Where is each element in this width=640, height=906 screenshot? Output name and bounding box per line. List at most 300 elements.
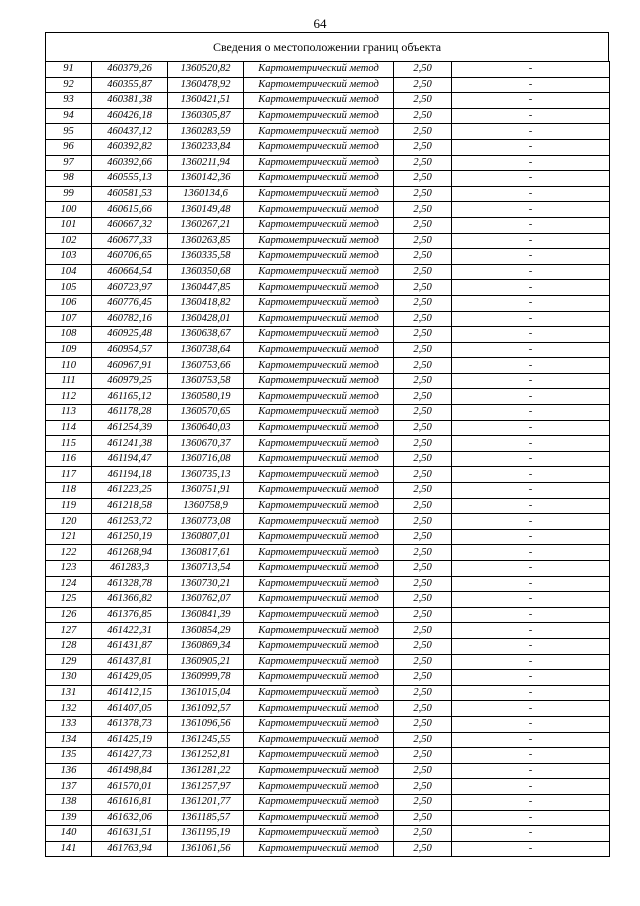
cell-description: - [452, 108, 610, 124]
cell-accuracy: 2,50 [394, 405, 452, 421]
cell-y-coordinate: 1360762,07 [168, 592, 244, 608]
cell-description: - [452, 420, 610, 436]
cell-x-coordinate: 461178,28 [92, 405, 168, 421]
cell-method: Картометрический метод [244, 77, 394, 93]
cell-x-coordinate: 460782,16 [92, 311, 168, 327]
cell-x-coordinate: 461254,39 [92, 420, 168, 436]
cell-accuracy: 2,50 [394, 763, 452, 779]
cell-y-coordinate: 1361015,04 [168, 685, 244, 701]
cell-y-coordinate: 1360817,61 [168, 545, 244, 561]
cell-description: - [452, 623, 610, 639]
cell-method: Картометрический метод [244, 607, 394, 623]
cell-accuracy: 2,50 [394, 794, 452, 810]
cell-y-coordinate: 1360211,94 [168, 155, 244, 171]
cell-description: - [452, 716, 610, 732]
cell-point-number: 140 [46, 826, 92, 842]
cell-accuracy: 2,50 [394, 561, 452, 577]
cell-description: - [452, 607, 610, 623]
cell-method: Картометрический метод [244, 794, 394, 810]
cell-method: Картометрический метод [244, 295, 394, 311]
cell-accuracy: 2,50 [394, 607, 452, 623]
cell-y-coordinate: 1361245,55 [168, 732, 244, 748]
cell-x-coordinate: 461427,73 [92, 748, 168, 764]
cell-accuracy: 2,50 [394, 311, 452, 327]
cell-point-number: 93 [46, 93, 92, 109]
cell-point-number: 97 [46, 155, 92, 171]
cell-point-number: 111 [46, 373, 92, 389]
cell-point-number: 138 [46, 794, 92, 810]
cell-point-number: 98 [46, 171, 92, 187]
cell-point-number: 137 [46, 779, 92, 795]
cell-point-number: 113 [46, 405, 92, 421]
table-row [46, 498, 610, 514]
cell-description: - [452, 155, 610, 171]
cell-method: Картометрический метод [244, 389, 394, 405]
cell-x-coordinate: 461366,82 [92, 592, 168, 608]
cell-accuracy: 2,50 [394, 483, 452, 499]
cell-accuracy: 2,50 [394, 467, 452, 483]
cell-x-coordinate: 461412,15 [92, 685, 168, 701]
cell-y-coordinate: 1361092,57 [168, 701, 244, 717]
cell-y-coordinate: 1360134,6 [168, 186, 244, 202]
page-number: 64 [313, 16, 327, 31]
cell-description: - [452, 342, 610, 358]
cell-point-number: 116 [46, 451, 92, 467]
cell-x-coordinate: 461165,12 [92, 389, 168, 405]
table-row [46, 155, 610, 171]
cell-method: Картометрический метод [244, 436, 394, 452]
cell-accuracy: 2,50 [394, 233, 452, 249]
cell-method: Картометрический метод [244, 701, 394, 717]
cell-description: - [452, 202, 610, 218]
cell-y-coordinate: 1360670,37 [168, 436, 244, 452]
cell-accuracy: 2,50 [394, 716, 452, 732]
cell-x-coordinate: 461425,19 [92, 732, 168, 748]
cell-method: Картометрический метод [244, 62, 394, 78]
cell-y-coordinate: 1360267,21 [168, 217, 244, 233]
cell-point-number: 105 [46, 280, 92, 296]
cell-method: Картометрический метод [244, 280, 394, 296]
cell-accuracy: 2,50 [394, 171, 452, 187]
cell-x-coordinate: 461570,01 [92, 779, 168, 795]
cell-accuracy: 2,50 [394, 654, 452, 670]
cell-method: Картометрический метод [244, 217, 394, 233]
cell-x-coordinate: 461431,87 [92, 638, 168, 654]
cell-description: - [452, 264, 610, 280]
cell-method: Картометрический метод [244, 654, 394, 670]
cell-description: - [452, 186, 610, 202]
cell-description: - [452, 748, 610, 764]
cell-description: - [452, 373, 610, 389]
cell-method: Картометрический метод [244, 202, 394, 218]
cell-point-number: 129 [46, 654, 92, 670]
cell-accuracy: 2,50 [394, 389, 452, 405]
cell-description: - [452, 545, 610, 561]
table-row [46, 607, 610, 623]
cell-point-number: 139 [46, 810, 92, 826]
cell-description: - [452, 358, 610, 374]
cell-description: - [452, 62, 610, 78]
cell-x-coordinate: 460954,57 [92, 342, 168, 358]
cell-method: Картометрический метод [244, 841, 394, 857]
cell-point-number: 109 [46, 342, 92, 358]
table-row [46, 483, 610, 499]
cell-point-number: 104 [46, 264, 92, 280]
cell-description: - [452, 779, 610, 795]
cell-y-coordinate: 1360640,03 [168, 420, 244, 436]
cell-description: - [452, 561, 610, 577]
cell-method: Картометрический метод [244, 233, 394, 249]
cell-description: - [452, 77, 610, 93]
cell-y-coordinate: 1360753,66 [168, 358, 244, 374]
cell-point-number: 100 [46, 202, 92, 218]
cell-accuracy: 2,50 [394, 373, 452, 389]
table-row [46, 623, 610, 639]
cell-description: - [452, 93, 610, 109]
table-row [46, 841, 610, 857]
cell-y-coordinate: 1360869,34 [168, 638, 244, 654]
table-row [46, 779, 610, 795]
table-row [46, 217, 610, 233]
cell-x-coordinate: 461437,81 [92, 654, 168, 670]
cell-y-coordinate: 1360638,67 [168, 327, 244, 343]
cell-y-coordinate: 1360283,59 [168, 124, 244, 140]
table-row [46, 186, 610, 202]
cell-point-number: 121 [46, 529, 92, 545]
cell-description: - [452, 763, 610, 779]
cell-description: - [452, 701, 610, 717]
cell-x-coordinate: 461283,3 [92, 561, 168, 577]
cell-y-coordinate: 1360478,92 [168, 77, 244, 93]
cell-method: Картометрический метод [244, 186, 394, 202]
cell-point-number: 114 [46, 420, 92, 436]
cell-point-number: 133 [46, 716, 92, 732]
cell-y-coordinate: 1360999,78 [168, 670, 244, 686]
cell-point-number: 108 [46, 327, 92, 343]
cell-point-number: 125 [46, 592, 92, 608]
cell-accuracy: 2,50 [394, 451, 452, 467]
table-row [46, 62, 610, 78]
cell-method: Картометрический метод [244, 327, 394, 343]
cell-method: Картометрический метод [244, 623, 394, 639]
cell-point-number: 124 [46, 576, 92, 592]
table-row [46, 342, 610, 358]
cell-description: - [452, 529, 610, 545]
cell-description: - [452, 171, 610, 187]
cell-method: Картометрический метод [244, 155, 394, 171]
cell-accuracy: 2,50 [394, 576, 452, 592]
cell-y-coordinate: 1360149,48 [168, 202, 244, 218]
cell-x-coordinate: 461763,94 [92, 841, 168, 857]
table-row [46, 545, 610, 561]
cell-y-coordinate: 1360447,85 [168, 280, 244, 296]
cell-accuracy: 2,50 [394, 529, 452, 545]
cell-y-coordinate: 1360142,36 [168, 171, 244, 187]
cell-point-number: 96 [46, 139, 92, 155]
cell-x-coordinate: 460706,65 [92, 249, 168, 265]
cell-description: - [452, 327, 610, 343]
cell-x-coordinate: 460967,91 [92, 358, 168, 374]
cell-y-coordinate: 1360854,29 [168, 623, 244, 639]
table-row [46, 264, 610, 280]
cell-accuracy: 2,50 [394, 638, 452, 654]
cell-method: Картометрический метод [244, 732, 394, 748]
cell-point-number: 127 [46, 623, 92, 639]
cell-accuracy: 2,50 [394, 186, 452, 202]
cell-x-coordinate: 461253,72 [92, 514, 168, 530]
cell-x-coordinate: 460381,38 [92, 93, 168, 109]
cell-description: - [452, 451, 610, 467]
cell-description: - [452, 311, 610, 327]
cell-point-number: 128 [46, 638, 92, 654]
table-row [46, 716, 610, 732]
cell-accuracy: 2,50 [394, 77, 452, 93]
cell-y-coordinate: 1360716,08 [168, 451, 244, 467]
coordinates-table-body [46, 62, 610, 857]
cell-x-coordinate: 460979,25 [92, 373, 168, 389]
cell-method: Картометрический метод [244, 498, 394, 514]
cell-y-coordinate: 1360738,64 [168, 342, 244, 358]
cell-accuracy: 2,50 [394, 685, 452, 701]
cell-point-number: 94 [46, 108, 92, 124]
cell-point-number: 95 [46, 124, 92, 140]
cell-point-number: 107 [46, 311, 92, 327]
cell-point-number: 117 [46, 467, 92, 483]
cell-point-number: 112 [46, 389, 92, 405]
cell-accuracy: 2,50 [394, 249, 452, 265]
cell-y-coordinate: 1360421,51 [168, 93, 244, 109]
cell-x-coordinate: 461223,25 [92, 483, 168, 499]
table-row [46, 124, 610, 140]
table-row [46, 389, 610, 405]
cell-method: Картометрический метод [244, 670, 394, 686]
cell-y-coordinate: 1360713,54 [168, 561, 244, 577]
cell-y-coordinate: 1361257,97 [168, 779, 244, 795]
cell-method: Картометрический метод [244, 311, 394, 327]
cell-point-number: 99 [46, 186, 92, 202]
cell-method: Картометрический метод [244, 342, 394, 358]
table-row [46, 685, 610, 701]
cell-accuracy: 2,50 [394, 202, 452, 218]
cell-method: Картометрический метод [244, 748, 394, 764]
cell-description: - [452, 514, 610, 530]
cell-accuracy: 2,50 [394, 670, 452, 686]
cell-point-number: 118 [46, 483, 92, 499]
table-row [46, 638, 610, 654]
cell-point-number: 110 [46, 358, 92, 374]
cell-accuracy: 2,50 [394, 280, 452, 296]
cell-method: Картометрический метод [244, 373, 394, 389]
coordinates-table [45, 61, 610, 857]
cell-method: Картометрический метод [244, 763, 394, 779]
cell-x-coordinate: 460581,53 [92, 186, 168, 202]
cell-method: Картометрический метод [244, 264, 394, 280]
cell-method: Картометрический метод [244, 810, 394, 826]
cell-description: - [452, 249, 610, 265]
section-title: Сведения о местоположении границ объекта [45, 32, 609, 61]
cell-accuracy: 2,50 [394, 810, 452, 826]
cell-point-number: 103 [46, 249, 92, 265]
cell-description: - [452, 576, 610, 592]
cell-x-coordinate: 460437,12 [92, 124, 168, 140]
table-row [46, 139, 610, 155]
cell-accuracy: 2,50 [394, 62, 452, 78]
table-row [46, 249, 610, 265]
boundary-section [45, 32, 609, 857]
cell-description: - [452, 405, 610, 421]
cell-x-coordinate: 461194,18 [92, 467, 168, 483]
cell-point-number: 120 [46, 514, 92, 530]
cell-x-coordinate: 460677,33 [92, 233, 168, 249]
table-row [46, 763, 610, 779]
cell-point-number: 132 [46, 701, 92, 717]
cell-method: Картометрический метод [244, 358, 394, 374]
cell-x-coordinate: 461241,38 [92, 436, 168, 452]
cell-x-coordinate: 461498,84 [92, 763, 168, 779]
cell-x-coordinate: 461632,06 [92, 810, 168, 826]
cell-x-coordinate: 460426,18 [92, 108, 168, 124]
cell-description: - [452, 436, 610, 452]
cell-point-number: 101 [46, 217, 92, 233]
cell-description: - [452, 810, 610, 826]
table-row [46, 295, 610, 311]
cell-description: - [452, 217, 610, 233]
cell-description: - [452, 826, 610, 842]
cell-x-coordinate: 460392,66 [92, 155, 168, 171]
cell-point-number: 91 [46, 62, 92, 78]
table-row [46, 529, 610, 545]
cell-point-number: 92 [46, 77, 92, 93]
cell-y-coordinate: 1360335,58 [168, 249, 244, 265]
cell-point-number: 134 [46, 732, 92, 748]
cell-method: Картометрический метод [244, 514, 394, 530]
cell-point-number: 115 [46, 436, 92, 452]
table-row [46, 171, 610, 187]
cell-point-number: 136 [46, 763, 92, 779]
cell-accuracy: 2,50 [394, 436, 452, 452]
cell-description: - [452, 467, 610, 483]
table-row [46, 576, 610, 592]
cell-method: Картометрический метод [244, 171, 394, 187]
cell-description: - [452, 124, 610, 140]
cell-accuracy: 2,50 [394, 217, 452, 233]
cell-accuracy: 2,50 [394, 623, 452, 639]
cell-y-coordinate: 1360305,87 [168, 108, 244, 124]
cell-accuracy: 2,50 [394, 342, 452, 358]
cell-description: - [452, 280, 610, 296]
cell-x-coordinate: 461378,73 [92, 716, 168, 732]
cell-x-coordinate: 461218,58 [92, 498, 168, 514]
cell-x-coordinate: 461422,31 [92, 623, 168, 639]
cell-y-coordinate: 1360758,9 [168, 498, 244, 514]
cell-x-coordinate: 460664,54 [92, 264, 168, 280]
cell-method: Картометрический метод [244, 716, 394, 732]
cell-y-coordinate: 1361201,77 [168, 794, 244, 810]
cell-method: Картометрический метод [244, 779, 394, 795]
cell-method: Картометрический метод [244, 576, 394, 592]
cell-description: - [452, 841, 610, 857]
cell-y-coordinate: 1361185,57 [168, 810, 244, 826]
cell-point-number: 130 [46, 670, 92, 686]
cell-method: Картометрический метод [244, 529, 394, 545]
cell-method: Картометрический метод [244, 638, 394, 654]
cell-accuracy: 2,50 [394, 498, 452, 514]
cell-description: - [452, 483, 610, 499]
cell-point-number: 122 [46, 545, 92, 561]
cell-y-coordinate: 1360773,08 [168, 514, 244, 530]
cell-description: - [452, 685, 610, 701]
cell-accuracy: 2,50 [394, 592, 452, 608]
cell-method: Картометрический метод [244, 108, 394, 124]
cell-y-coordinate: 1361281,22 [168, 763, 244, 779]
cell-method: Картометрический метод [244, 545, 394, 561]
cell-point-number: 119 [46, 498, 92, 514]
cell-accuracy: 2,50 [394, 514, 452, 530]
cell-y-coordinate: 1360570,65 [168, 405, 244, 421]
cell-y-coordinate: 1360520,82 [168, 62, 244, 78]
cell-description: - [452, 233, 610, 249]
cell-accuracy: 2,50 [394, 826, 452, 842]
cell-method: Картометрический метод [244, 451, 394, 467]
cell-description: - [452, 592, 610, 608]
cell-method: Картометрический метод [244, 483, 394, 499]
table-row [46, 358, 610, 374]
cell-x-coordinate: 460355,87 [92, 77, 168, 93]
cell-description: - [452, 139, 610, 155]
cell-method: Картометрический метод [244, 249, 394, 265]
cell-accuracy: 2,50 [394, 732, 452, 748]
cell-accuracy: 2,50 [394, 124, 452, 140]
table-row [46, 467, 610, 483]
cell-method: Картометрический метод [244, 467, 394, 483]
cell-y-coordinate: 1361195,19 [168, 826, 244, 842]
table-row [46, 561, 610, 577]
cell-x-coordinate: 461429,05 [92, 670, 168, 686]
table-row [46, 327, 610, 343]
cell-method: Картометрический метод [244, 561, 394, 577]
cell-description: - [452, 389, 610, 405]
cell-accuracy: 2,50 [394, 701, 452, 717]
cell-description: - [452, 295, 610, 311]
cell-description: - [452, 654, 610, 670]
cell-description: - [452, 638, 610, 654]
cell-x-coordinate: 460379,26 [92, 62, 168, 78]
cell-y-coordinate: 1360735,13 [168, 467, 244, 483]
table-row [46, 280, 610, 296]
cell-description: - [452, 794, 610, 810]
cell-accuracy: 2,50 [394, 748, 452, 764]
table-row [46, 670, 610, 686]
cell-method: Картометрический метод [244, 124, 394, 140]
table-row [46, 794, 610, 810]
table-row [46, 654, 610, 670]
cell-accuracy: 2,50 [394, 264, 452, 280]
cell-y-coordinate: 1360428,01 [168, 311, 244, 327]
cell-y-coordinate: 1360418,82 [168, 295, 244, 311]
cell-x-coordinate: 461194,47 [92, 451, 168, 467]
cell-accuracy: 2,50 [394, 545, 452, 561]
cell-y-coordinate: 1360580,19 [168, 389, 244, 405]
cell-y-coordinate: 1360263,85 [168, 233, 244, 249]
cell-accuracy: 2,50 [394, 358, 452, 374]
cell-method: Картометрический метод [244, 592, 394, 608]
cell-x-coordinate: 460615,66 [92, 202, 168, 218]
table-row [46, 373, 610, 389]
table-row [46, 108, 610, 124]
table-row [46, 748, 610, 764]
cell-point-number: 126 [46, 607, 92, 623]
cell-y-coordinate: 1360807,01 [168, 529, 244, 545]
